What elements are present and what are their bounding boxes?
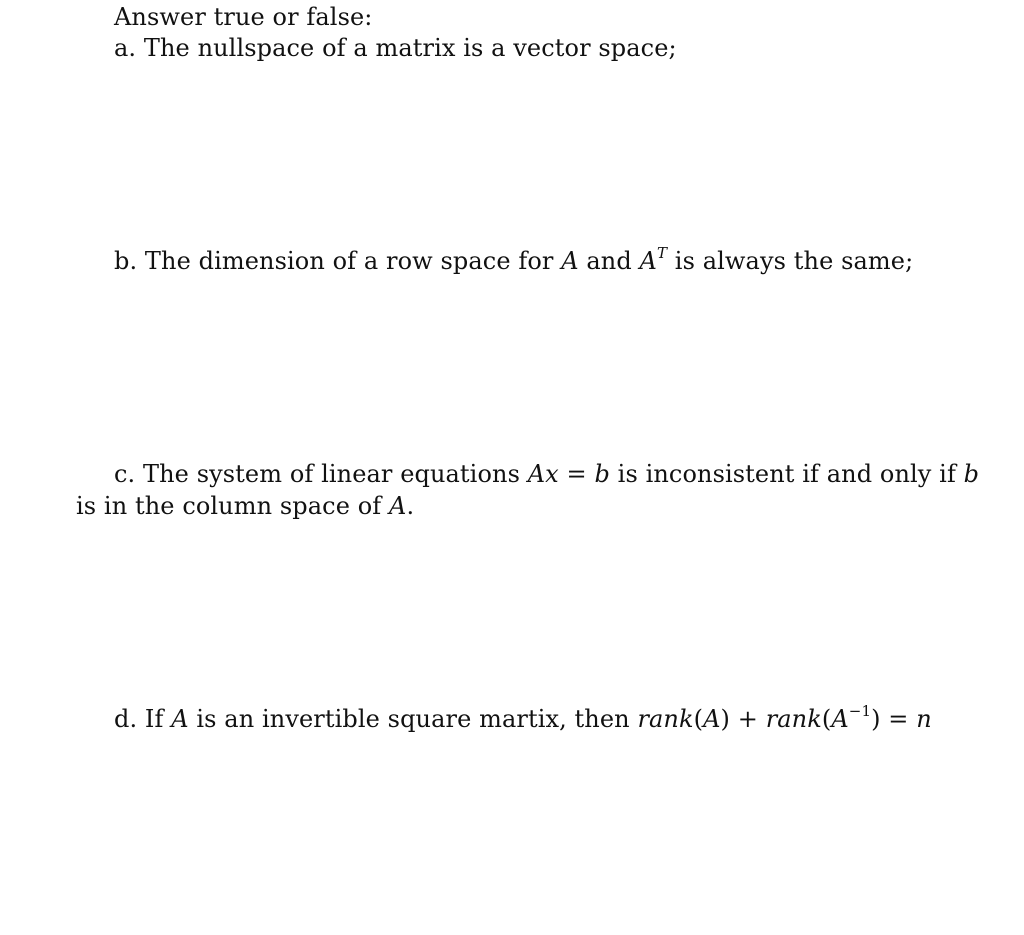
question-d-paren-open-1: ( xyxy=(693,705,704,733)
instruction-text: Answer true or false: xyxy=(114,3,373,31)
question-c-var-b: b xyxy=(594,460,610,488)
question-b xyxy=(114,246,913,276)
question-c-part1: c. The system of linear equations xyxy=(114,460,528,488)
question-d-var-n: n xyxy=(916,705,932,733)
question-c-var-b-2: b xyxy=(963,460,980,488)
question-b-transpose-superscript: T xyxy=(656,244,668,262)
question-d-part2: is an invertible square martix, then xyxy=(188,705,638,733)
question-c-part2: is inconsistent if and only if xyxy=(609,460,964,488)
question-a-text: a. The nullspace of a matrix is a vector space; xyxy=(114,34,677,62)
question-a xyxy=(114,33,677,63)
question-d xyxy=(114,704,932,734)
question-d-var-a-2: A xyxy=(703,705,721,733)
question-d-paren-open-2: ( xyxy=(821,705,832,733)
question-d-inverse-superscript: −1 xyxy=(848,702,872,720)
question-c-period: . xyxy=(406,492,415,520)
question-c-var-ax: Ax xyxy=(527,460,559,488)
question-d-paren-close-plus: ) + xyxy=(720,705,766,733)
question-d-var-a-3: A xyxy=(831,705,849,733)
question-d-paren-close-equals: ) = xyxy=(871,705,917,733)
instruction-heading xyxy=(114,2,372,32)
question-b-var-a-transpose: A xyxy=(639,247,657,275)
question-c-line2 xyxy=(76,491,414,521)
question-b-part2: and xyxy=(578,247,640,275)
question-d-rank-2: rank xyxy=(765,705,822,733)
question-d-part1: d. If xyxy=(114,705,172,733)
question-b-part1: b. The dimension of a row space for xyxy=(114,247,562,275)
question-d-rank-1: rank xyxy=(637,705,694,733)
question-c-line1 xyxy=(114,459,979,489)
question-c-equals: = xyxy=(558,460,595,488)
question-b-part3: is always the same; xyxy=(667,247,914,275)
question-c-line2-text: is in the column space of xyxy=(76,492,390,520)
question-b-var-a: A xyxy=(561,247,579,275)
question-c-var-a: A xyxy=(389,492,407,520)
question-d-var-a: A xyxy=(171,705,189,733)
